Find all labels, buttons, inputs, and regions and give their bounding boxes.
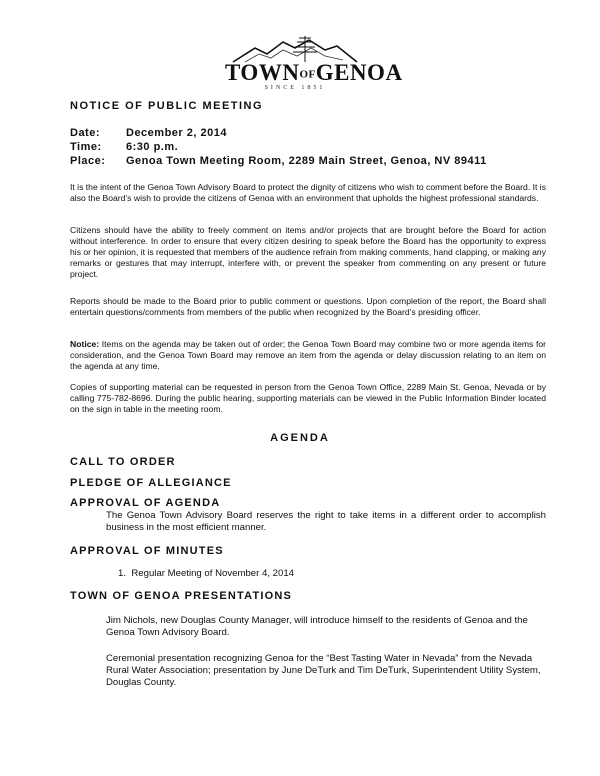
meeting-time — [70, 141, 178, 153]
logo-title: TOWNOFGENOA — [225, 60, 403, 85]
time-value: 6:30 p.m. — [126, 141, 179, 153]
date-label: Date: — [70, 127, 101, 139]
copies-paragraph: Copies of supporting material can be requested in person from the Genoa Town Office, 2289 Main St. Genoa, Nevada or by calling 775-782-8696. During the public hearing, supporting materials can be viewed in the Public Information Binder located on the sign in table in the meeting room. — [70, 382, 546, 414]
town-logo — [225, 34, 403, 96]
place-value: Genoa Town Meeting Room, 2289 Main Street, Genoa, NV 89411 — [126, 155, 487, 167]
logo-since: SINCE 1851 — [264, 85, 326, 91]
presentation-item-1: Jim Nichols, new Douglas County Manager, will introduce himself to the residents of Genoa and the Genoa Town Advisory Board. — [106, 615, 528, 638]
approval-agenda-heading: APPROVAL OF AGENDA — [70, 497, 221, 509]
call-to-order-heading: CALL TO ORDER — [70, 456, 176, 468]
intent-paragraph: It is the intent of the Genoa Town Advisory Board to protect the dignity of citizens who wish to comment before the Board. It is also the Board’s wish to provide the citizens of Genoa with an environment that upholds the highest professional standards. — [70, 182, 546, 203]
minutes-item-text: Regular Meeting of November 4, 2014 — [131, 568, 295, 579]
reports-paragraph: Reports should be made to the Board prior to public comment or questions. Upon completion of the report, the Board shall entertain questions/comments from members of the public when recognized by the Board’s presiding officer. — [70, 296, 546, 317]
meeting-date — [70, 127, 227, 139]
date-value: December 2, 2014 — [126, 127, 227, 139]
citizen-comment-paragraph: Citizens should have the ability to freely comment on items and/or projects that are brought before the Board for action without interference. In order to ensure that every citizen desiring to speak before the Board has the opportunity to express his or her opinion, it is requested that members of the audience refrain from making comments, hand clapping, or making any remarks or gestures that may interrupt, interfere with, or prevent the speaker from commenting on any present or future project. — [70, 225, 546, 279]
time-label: Time: — [70, 141, 102, 153]
notice-label: Notice: — [70, 339, 100, 349]
minutes-item-number: 1. — [118, 568, 127, 579]
presentation-item-2: Ceremonial presentation recognizing Genoa for the “Best Tasting Water in Nevada” from the Nevada Rural Water Association; presentation by June DeTurk and Tim DeTurk, Superintendent Utility System, Douglas County. — [106, 653, 541, 688]
meeting-place — [70, 155, 487, 167]
presentations-heading: TOWN OF GENOA PRESENTATIONS — [70, 590, 293, 602]
place-label: Place: — [70, 155, 106, 167]
notice-heading: NOTICE OF PUBLIC MEETING — [70, 100, 264, 112]
minutes-item — [118, 568, 294, 579]
notice-paragraph: Notice: Items on the agenda may be taken out of order; the Genoa Town Board may combine two or more agenda items for consideration, and the Genoa Town Board may remove an item from the agenda or delay discussion relating to an item on the agenda at any time. — [70, 339, 546, 371]
approval-agenda-text: The Genoa Town Advisory Board reserves the right to take items in a different order to accomplish business in the most efficient manner. — [106, 510, 546, 533]
pledge-heading: PLEDGE OF ALLEGIANCE — [70, 477, 232, 489]
agenda-title: AGENDA — [270, 432, 330, 444]
approval-minutes-heading: APPROVAL OF MINUTES — [70, 545, 224, 557]
